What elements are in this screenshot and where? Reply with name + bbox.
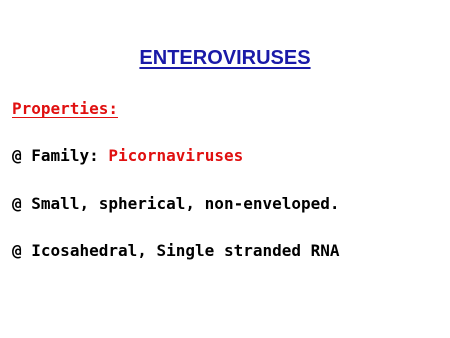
bullet-item-family — [12, 145, 243, 167]
genome-text: Icosahedral, Single stranded RNA — [31, 241, 340, 260]
bullet-marker: @ — [12, 194, 22, 213]
bullet-marker: @ — [12, 241, 22, 260]
bullet-marker: @ — [12, 146, 22, 165]
family-label: Family: — [31, 146, 99, 165]
family-value: Picornaviruses — [108, 146, 244, 165]
bullet-item-morphology — [12, 193, 340, 215]
morphology-text: Small, spherical, non-enveloped. — [31, 194, 340, 213]
slide-title: ENTEROVIRUSES — [139, 47, 311, 69]
properties-heading: Properties: — [12, 99, 118, 118]
bullet-item-genome — [12, 240, 340, 262]
